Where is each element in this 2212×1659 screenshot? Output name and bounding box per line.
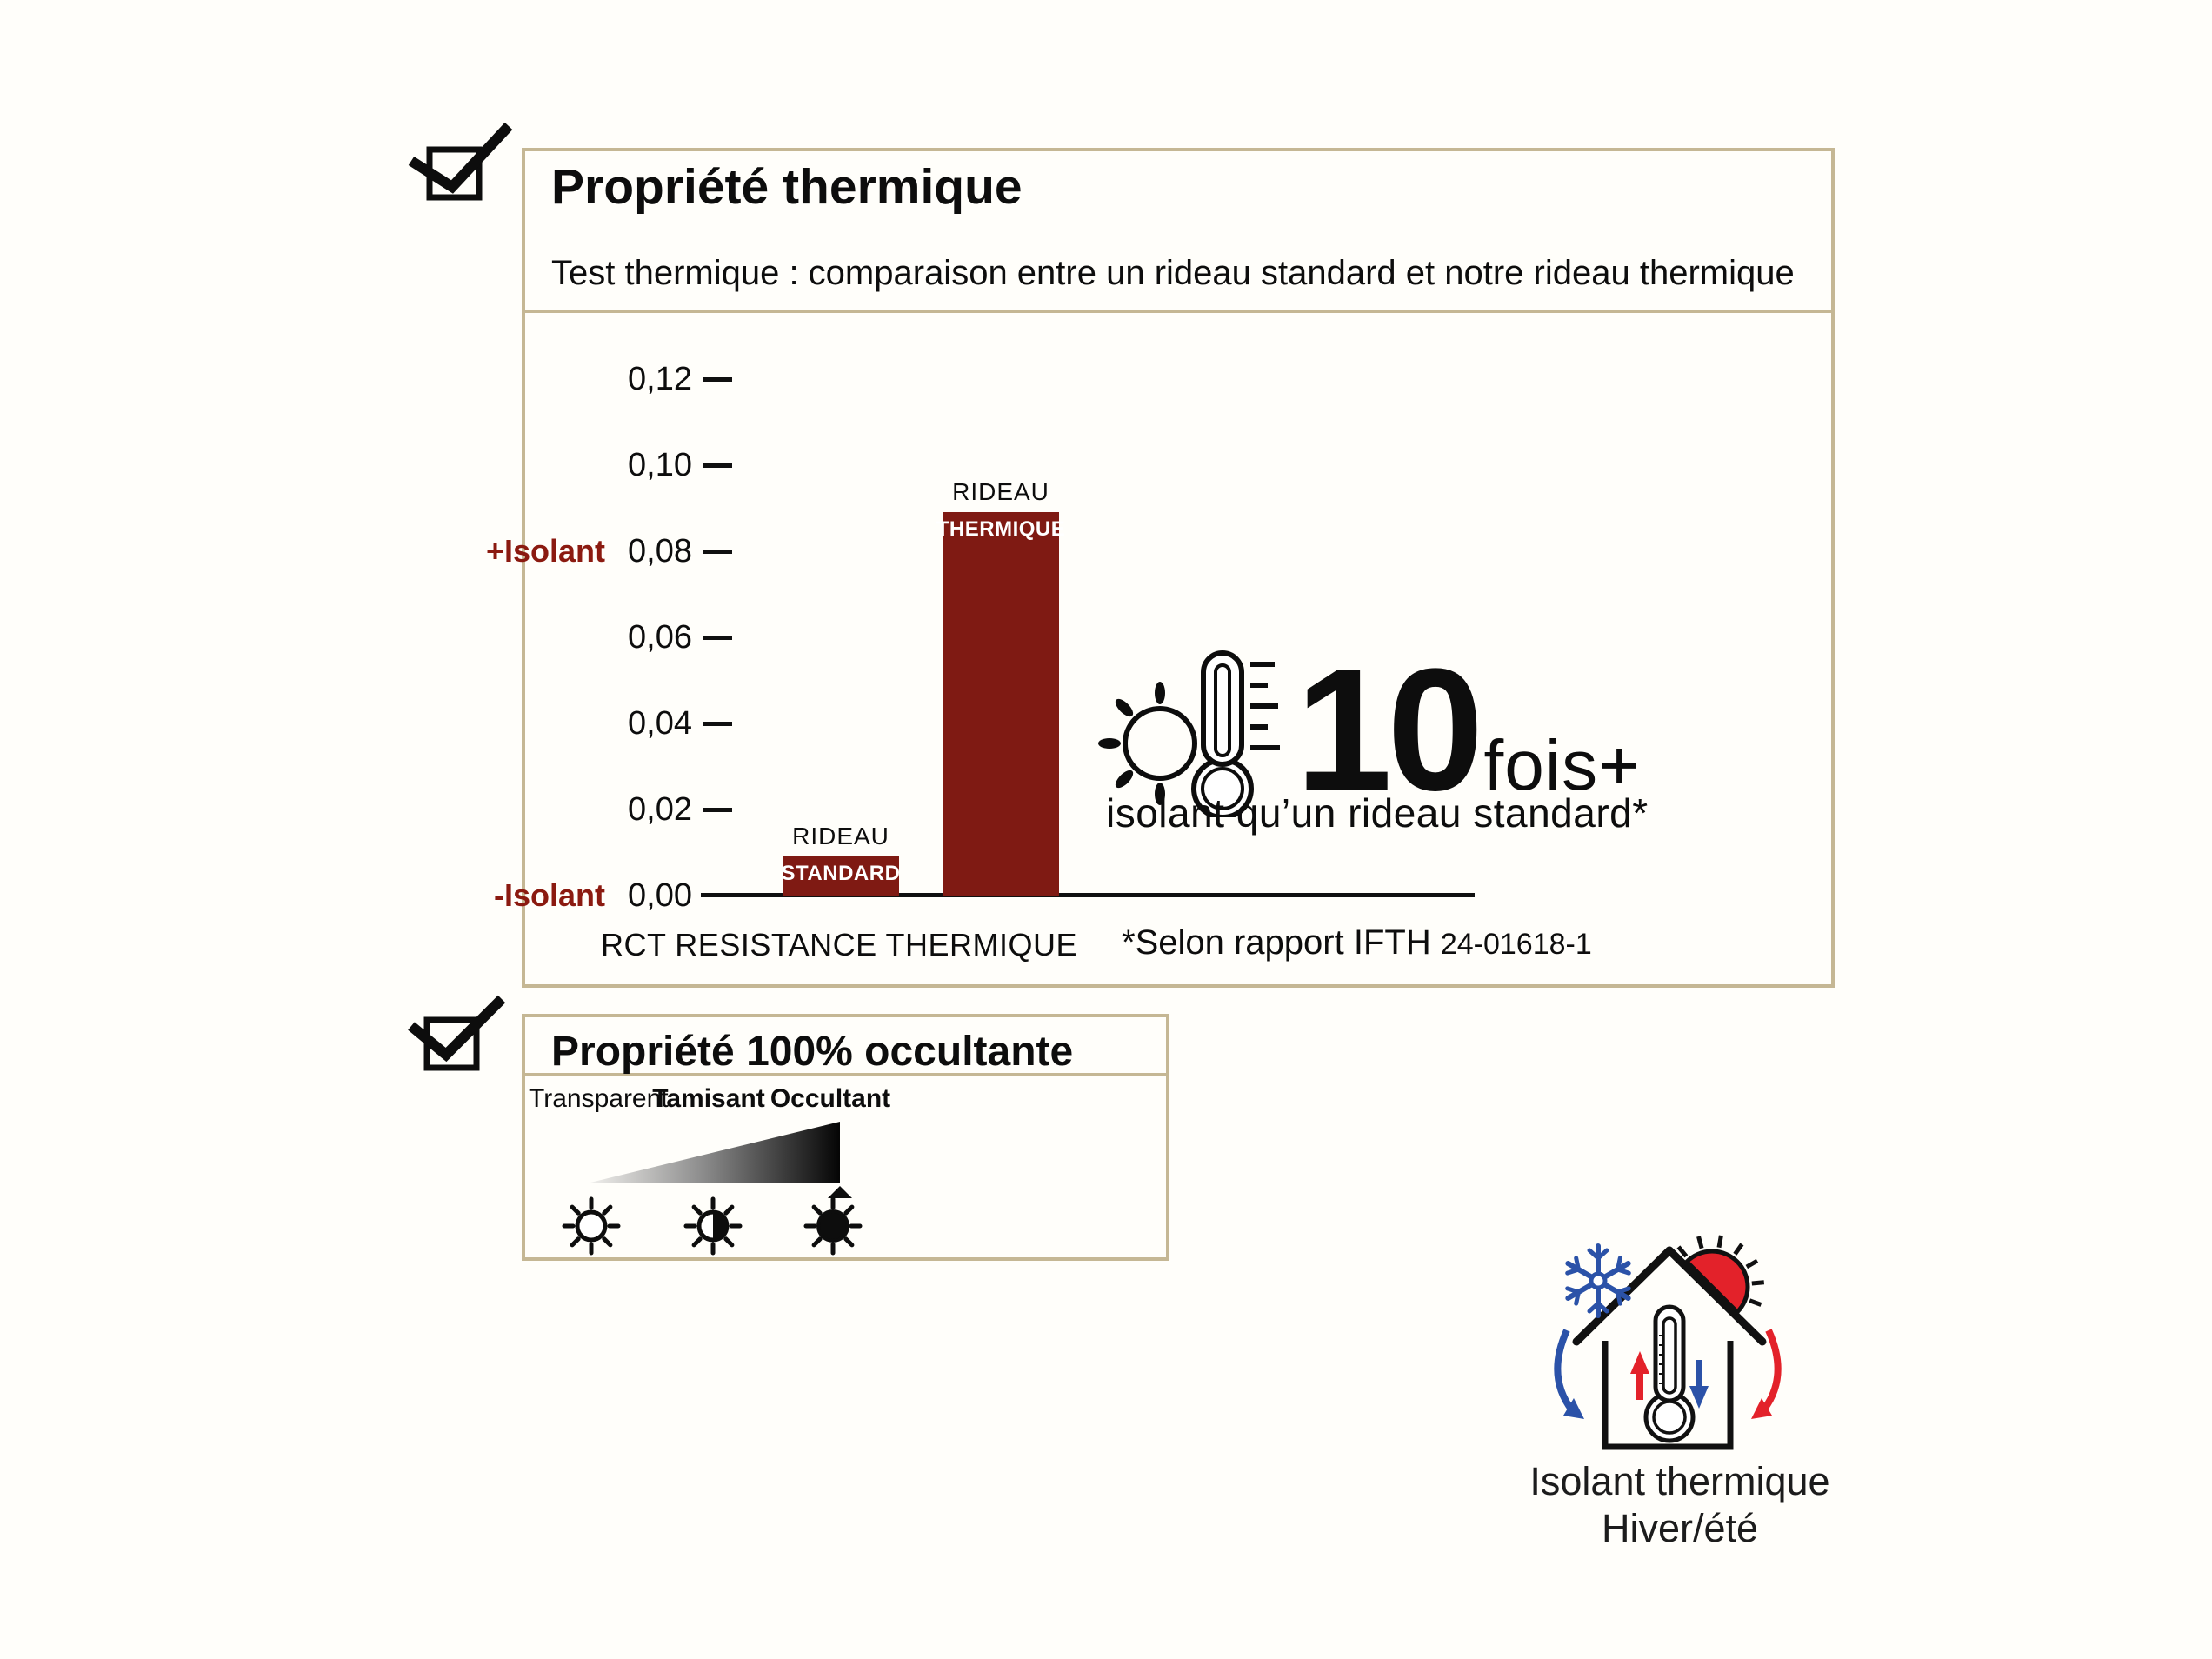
- sun-outline-icon: [564, 1199, 618, 1253]
- bar-label-inner: THERMIQUE: [936, 517, 1066, 541]
- badge-caption-line1: Isolant thermique: [1529, 1459, 1830, 1503]
- warm-air-up-arrow: [1630, 1351, 1649, 1400]
- y-tick-mark: [703, 550, 732, 554]
- checkbox-checked-icon: [396, 989, 526, 1094]
- sun-filled-icon: [806, 1199, 860, 1253]
- y-tick-mark: [703, 636, 732, 640]
- footnote-main: *Selon rapport IFTH: [1122, 923, 1441, 962]
- bar-label-top: RIDEAU: [952, 478, 1049, 505]
- x-axis-label: RCT RESISTANCE THERMIQUE: [600, 927, 1078, 963]
- thermal-panel-subtitle: Test thermique : comparaison entre un rideau standard et notre rideau thermique: [551, 254, 1795, 292]
- y-tick-mark: [703, 722, 732, 726]
- footnote: [1122, 923, 1592, 963]
- y-axis-bottom-label: -Isolant: [493, 877, 605, 913]
- y-tick-label: 0,06: [628, 619, 692, 656]
- bar-label-inner: STANDARD: [781, 862, 901, 885]
- y-tick-label: 0,04: [628, 705, 692, 742]
- y-tick-mark: [703, 463, 732, 468]
- checkbox-checked-icon: [396, 113, 526, 217]
- house-thermal-icon: [1529, 1233, 1833, 1461]
- bar-label-top: RIDEAU: [792, 823, 889, 849]
- badge-caption-line2: Hiver/été: [1601, 1506, 1759, 1550]
- y-tick-label: 0,08: [628, 533, 692, 570]
- y-tick-label: 0,02: [628, 791, 692, 828]
- y-axis-top-label: +Isolant: [485, 533, 605, 569]
- thermometer-icon: [1646, 1307, 1693, 1441]
- thermometer-scale-marks: [1250, 662, 1280, 750]
- y-tick-mark: [703, 377, 732, 382]
- scale-label-transparent: Transparent: [529, 1084, 669, 1113]
- panel-divider: [525, 310, 1831, 313]
- y-tick-label: 0,00: [628, 877, 692, 914]
- headline-subtext: isolant qu’un rideau standard*: [1106, 790, 1649, 836]
- y-tick-mark: [703, 808, 732, 812]
- footnote-reference-number: 24-01618-1: [1440, 928, 1592, 961]
- y-tick-label: 0,10: [628, 447, 692, 483]
- cool-air-down-arrow: [1689, 1360, 1709, 1409]
- y-tick-label: 0,12: [628, 361, 692, 397]
- occulting-panel-title: Propriété 100% occultante: [551, 1029, 1074, 1075]
- thermal-panel-title: Propriété thermique: [551, 159, 1023, 215]
- headline-suffix: fois+: [1483, 726, 1641, 805]
- opacity-gradient-wedge: [590, 1118, 843, 1186]
- sun-half-icon: [686, 1199, 740, 1253]
- light-scale-icons: [537, 1193, 903, 1263]
- snowflake-icon: [1563, 1246, 1632, 1316]
- winter-flow-arrow: [1557, 1330, 1584, 1419]
- scale-label-occultant: Occultant: [770, 1084, 891, 1113]
- headline-number: 10: [1296, 633, 1479, 827]
- scale-label-tamisant: Tamisant: [652, 1084, 765, 1113]
- bar-rideau-thermique: [943, 512, 1059, 896]
